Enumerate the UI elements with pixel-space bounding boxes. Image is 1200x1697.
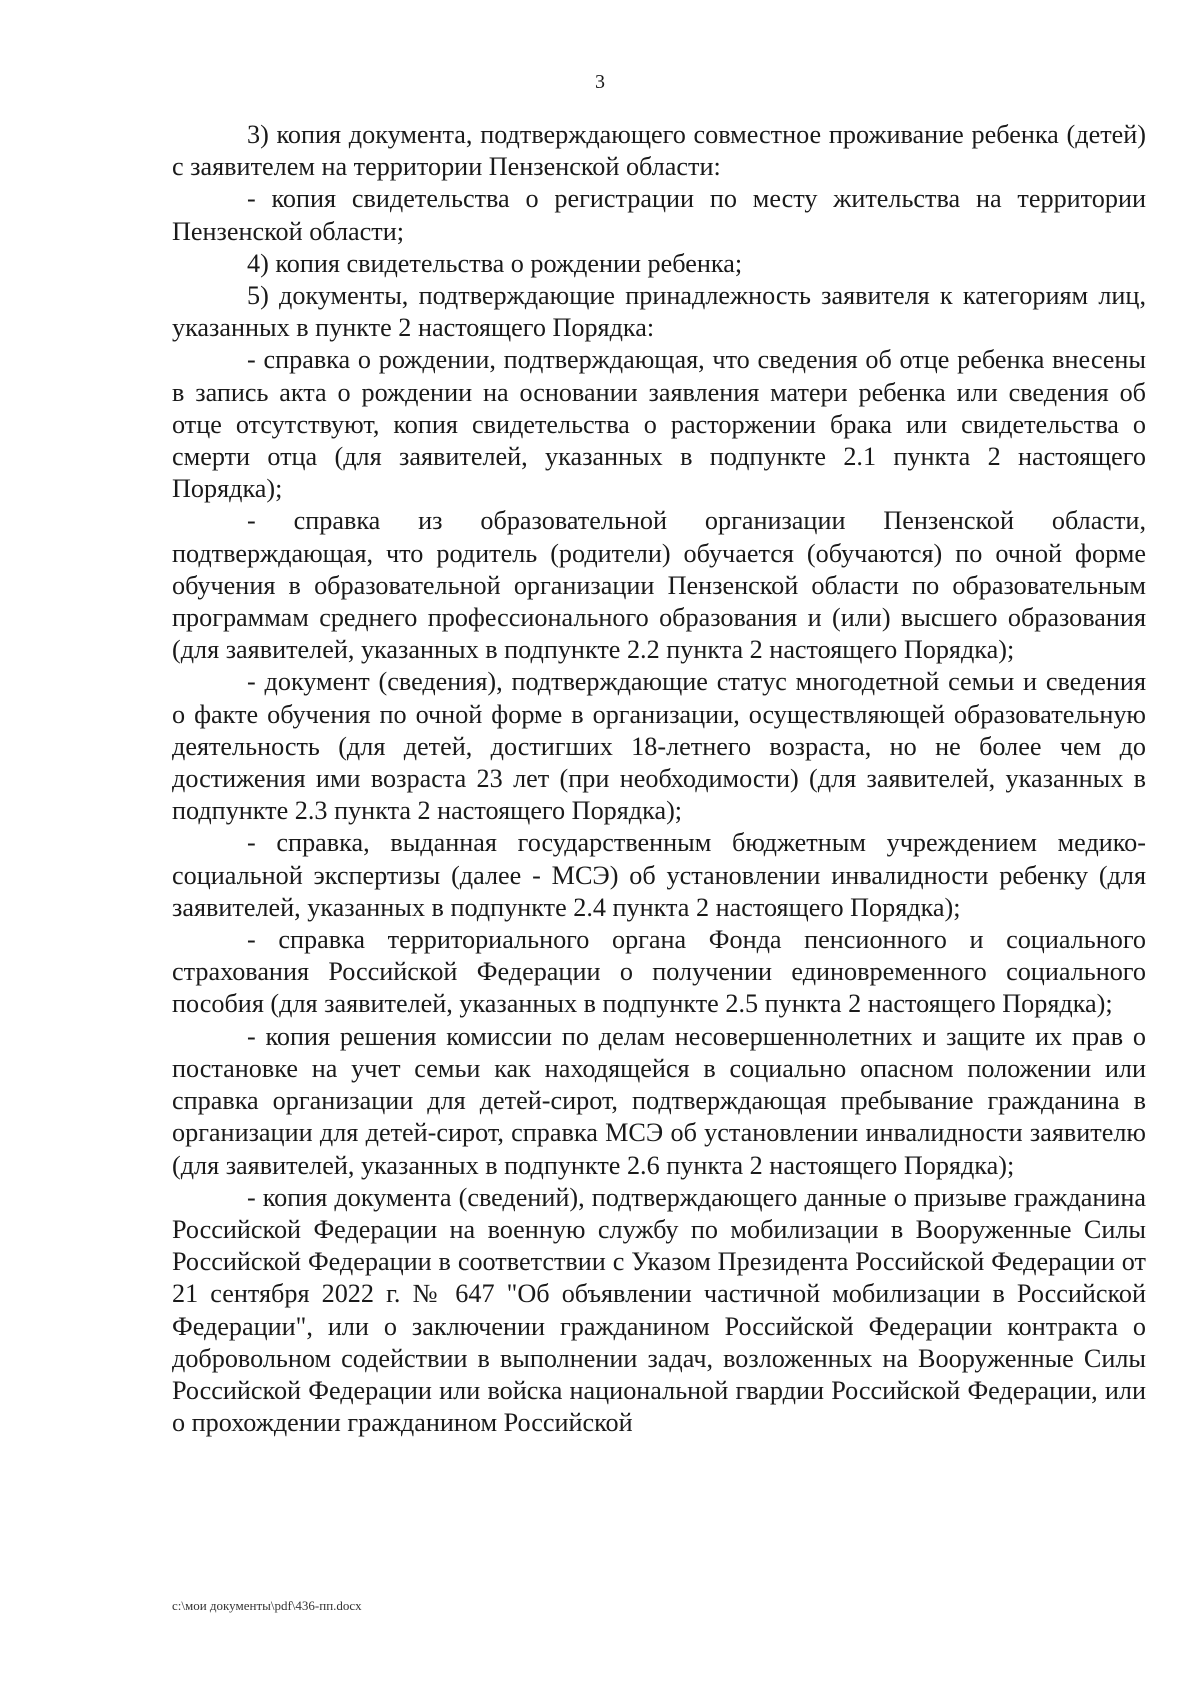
page-number: 3 xyxy=(595,71,605,93)
paragraph: - копия решения комиссии по делам несовершеннолетних и защите их прав о постановке на учет семьи как находящейся в социально опасном положении или справка организации для детей-сирот, подтверждающая пребывание гражданина в организации для детей-сирот, справка МСЭ об установлении инвалидности заявителю (для заявителей, указанных в подпункте 2.6 пункта 2 настоящего Порядка); xyxy=(172,1021,1146,1180)
paragraph: - копия свидетельства о регистрации по месту жительства на территории Пензенской области; xyxy=(172,184,1146,246)
paragraph: 4) копия свидетельства о рождении ребенка; xyxy=(247,248,743,278)
paragraph: 5) документы, подтверждающие принадлежность заявителя к категориям лиц, указанных в пункте 2 настоящего Порядка: xyxy=(172,281,1146,343)
paragraph: - справка территориального органа Фонда пенсионного и социального страхования Российской Федерации о получении единовременного социального пособия (для заявителей, указанных в подпункте 2.5 пункта 2 настоящего Порядка); xyxy=(172,925,1146,1019)
document-body xyxy=(172,119,1146,1439)
paragraph: - копия документа (сведений), подтверждающего данные о призыве гражданина Российской Федерации на военную службу по мобилизации в Вооруженные Силы Российской Федерации в соответствии с Указом Президента Российской Федерации от 21 сентября 2022 г. № 647 "Об объявлении частичной мобилизации в Российской Федерации", или о заключении гражданином Российской Федерации контракта о добровольном содействии в выполнении задач, возложенных на Вооруженные Силы Российской Федерации или войска национальной гвардии Российской Федерации, или о прохождении гражданином Российской xyxy=(172,1182,1146,1438)
paragraph: - справка из образовательной организации Пензенской области, подтверждающая, что родитель (родители) обучается (обучаются) по очной форме обучения в образовательной организации Пензенской области по образовательным программам среднего профессионального образования и (или) высшего образования (для заявителей, указанных в подпункте 2.2 пункта 2 настоящего Порядка); xyxy=(172,506,1146,665)
footer-file-path: c:\мои документы\pdf\436-пп.docx xyxy=(172,1598,362,1613)
paragraph: - справка о рождении, подтверждающая, что сведения об отце ребенка внесены в запись акта о рождении на основании заявления матери ребенка или сведения об отце отсутствуют, копия свидетельства о расторжении брака или свидетельства о смерти отца (для заявителей, указанных в подпункте 2.1 пункта 2 настоящего Порядка); xyxy=(172,345,1146,504)
paragraph: - справка, выданная государственным бюджетным учреждением медико-социальной экспертизы (далее - МСЭ) об установлении инвалидности ребенку (для заявителей, указанных в подпункте 2.4 пункта 2 настоящего Порядка); xyxy=(172,828,1146,922)
paragraph: 3) копия документа, подтверждающего совместное проживание ребенка (детей) с заявителем на территории Пензенской области: xyxy=(172,120,1146,182)
paragraph: - документ (сведения), подтверждающие статус многодетной семьи и сведения о факте обучения по очной форме в организации, осуществляющей образовательную деятельность (для детей, достигших 18-летнего возраста, но не более чем до достижения ими возраста 23 лет (при необходимости) (для заявителей, указанных в подпункте 2.3 пункта 2 настоящего Порядка); xyxy=(172,667,1146,826)
